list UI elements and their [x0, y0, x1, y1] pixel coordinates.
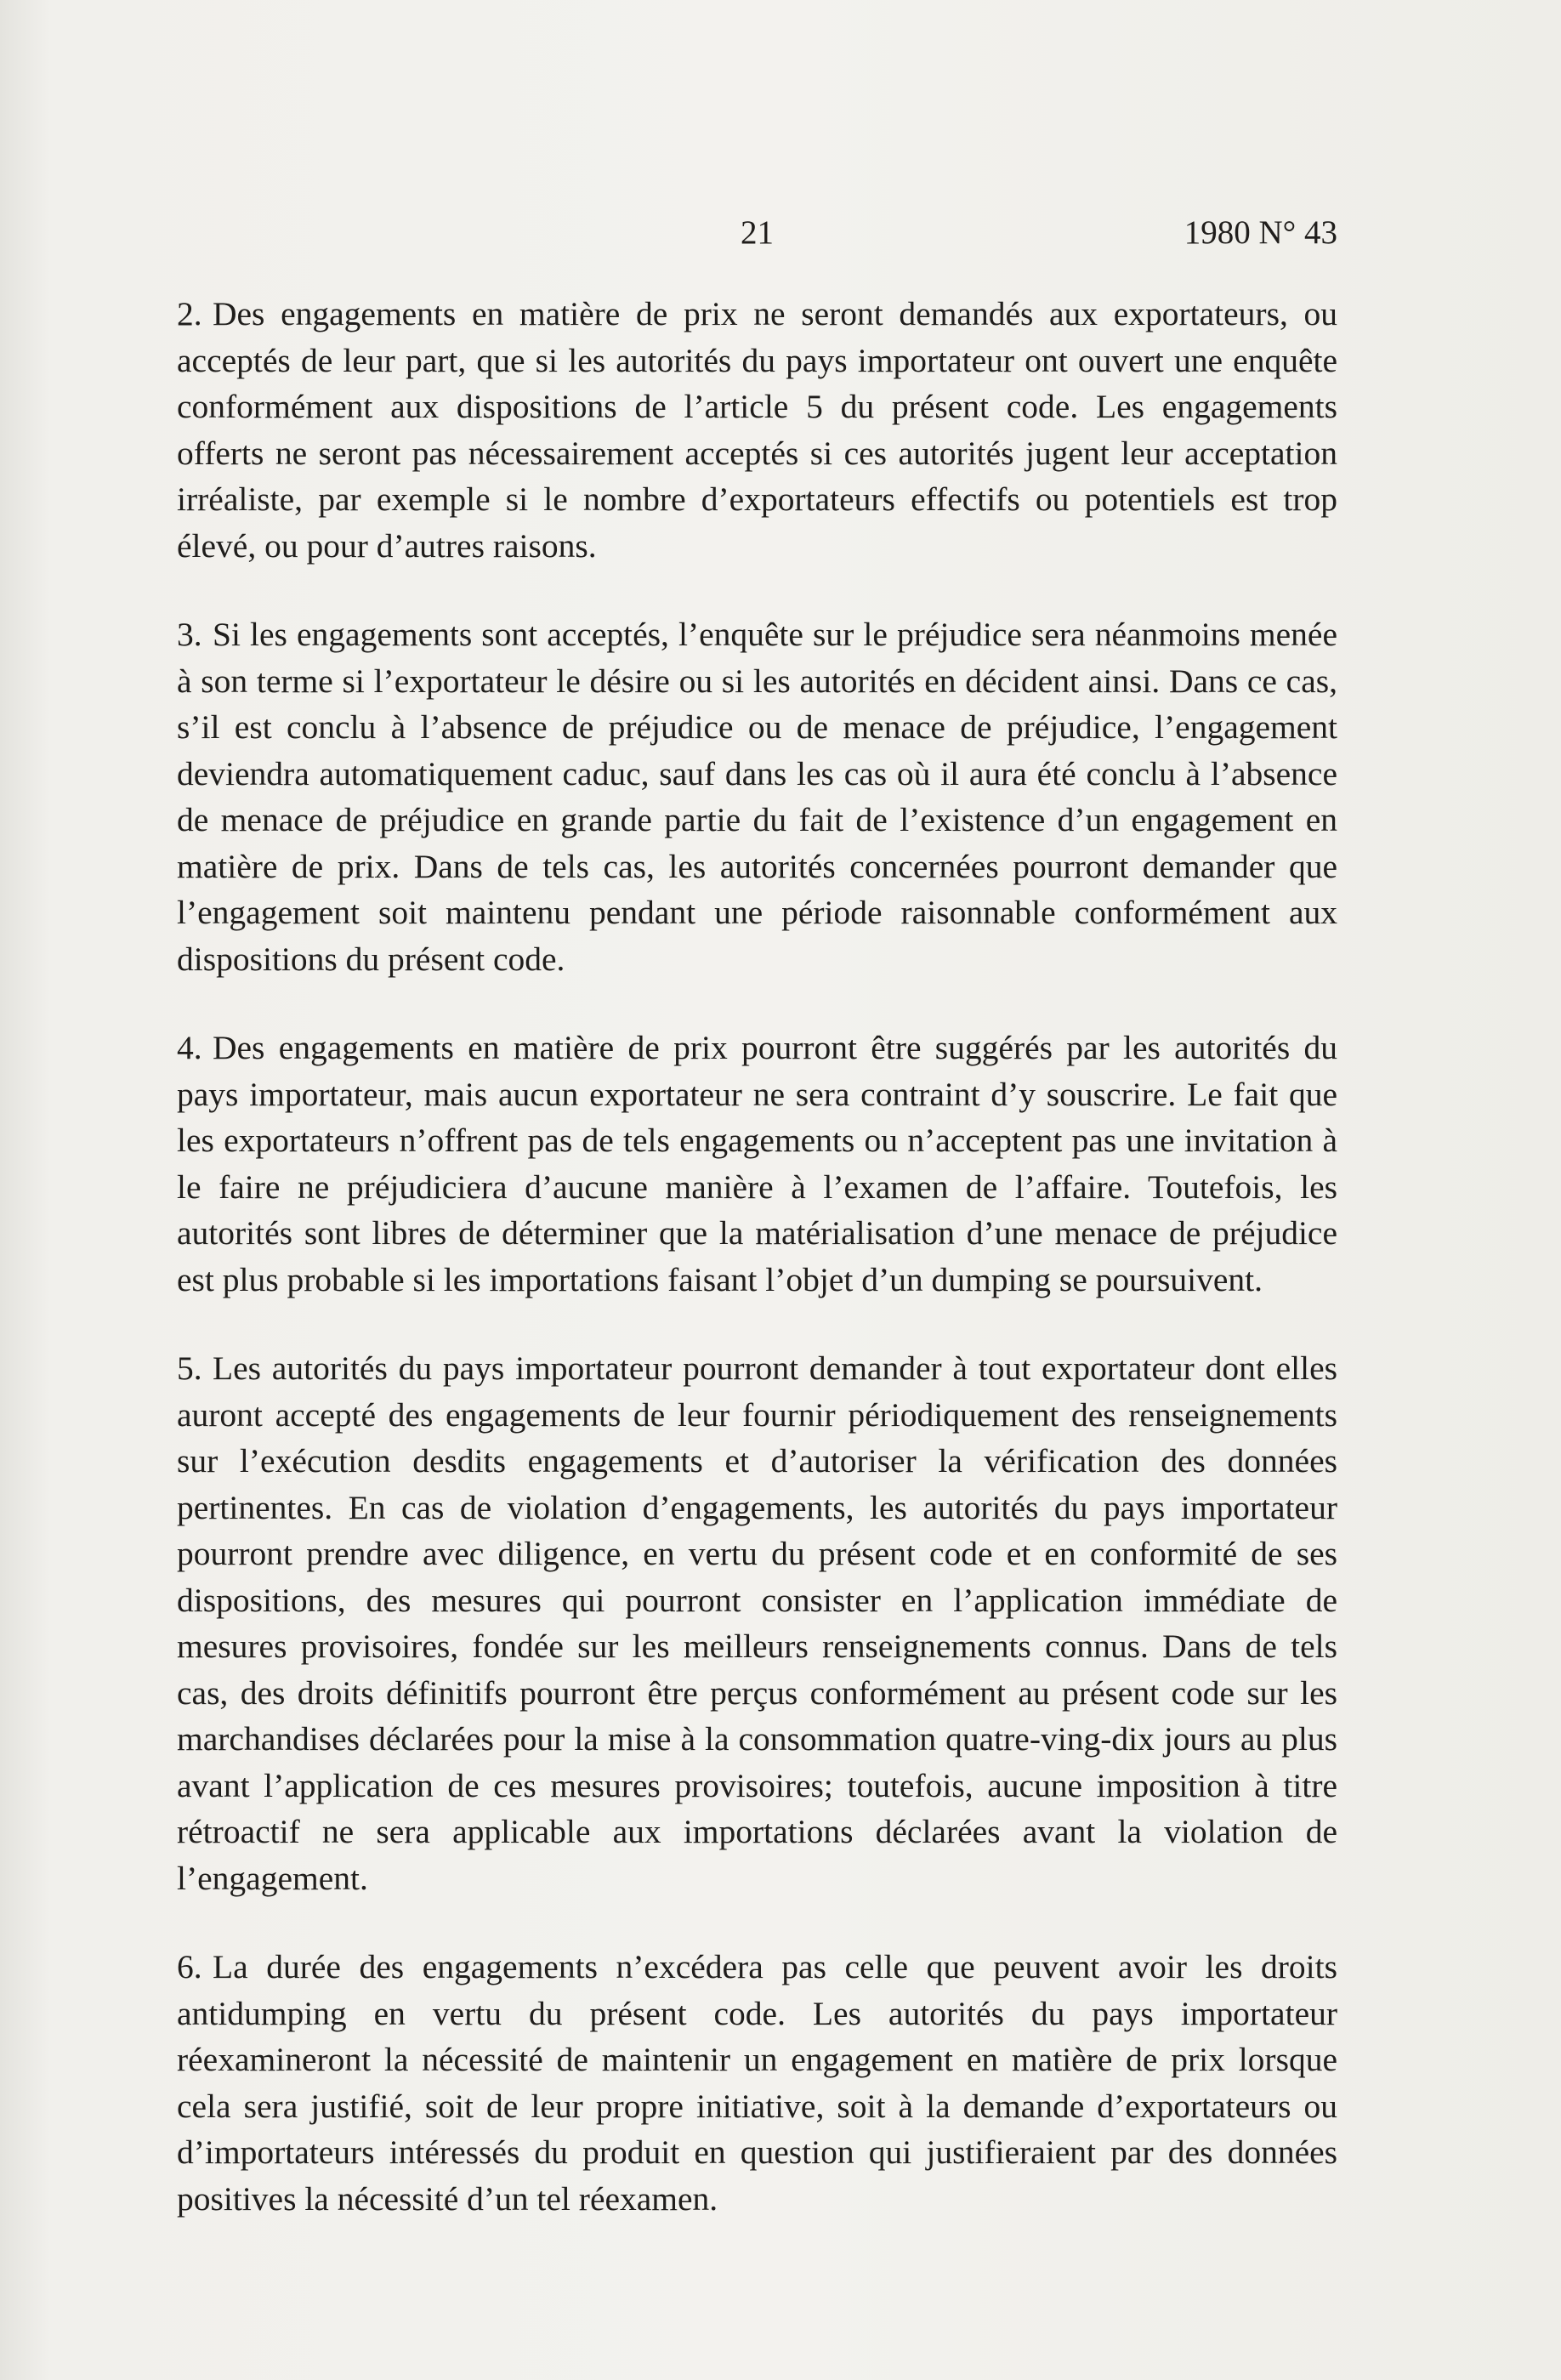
page-header — [177, 209, 1337, 257]
paragraph-text: Si les engagements sont acceptés, l’enquête sur le préjudice sera néanmoins menée à son terme si l’exportateur le désire ou si les autorités en décident ainsi. Dans ce cas, s’il est conclu à l’absence de préjudice ou de menace de préjudice, l’engagement deviendra automatiquement caduc, sauf dans les cas où il aura été conclu à l’absence de menace de préjudice en grande partie du fait de l’existence d’un engagement en matière de prix. Dans de tels cas, les autorités concernées pourront demander que l’engagement soit maintenu pendant une période raisonnable conformément aux dispositions du présent code. — [177, 616, 1337, 978]
page-number: 21 — [741, 214, 774, 251]
paragraph-text: La durée des engagements n’excédera pas celle que peuvent avoir les droits antidumping en vertu du présent code. Les autorités du pays importateur réexamineront la nécessité de maintenir un engagement en matière de prix lorsque cela sera justifié, soit de leur propre initiative, soit à la demande d’exportateurs ou d’importateurs intéressés du produit en question qui justifieraient par des données positives la nécessité d’un tel réexamen. — [177, 1948, 1337, 2218]
paragraph-2 — [177, 291, 1337, 569]
paragraph-4 — [177, 1025, 1337, 1303]
paragraph-number: 4. — [177, 1029, 202, 1066]
document-reference: 1980 N° 43 — [1184, 214, 1337, 251]
paragraph-3 — [177, 611, 1337, 982]
paragraph-text: Des engagements en matière de prix pourront être suggérés par les autorités du pays importateur, mais aucun exportateur ne sera contraint d’y souscrire. Le fait que les exportateurs n’offrent pas de tels engagements ou n’acceptent pas une invitation à le faire ne préjudiciera d’aucune manière à l’examen de l’affaire. Toutefois, les autorités sont libres de déterminer que la matérialisation d’une menace de préjudice est plus probable si les importations faisant l’objet d’un dumping se poursuivent. — [177, 1029, 1337, 1298]
paragraph-number: 5. — [177, 1349, 202, 1387]
paragraph-text: Les autorités du pays importateur pourront demander à tout exportateur dont elles auront accepté des engagements de leur fournir périodiquement des renseignements sur l’exécution desdits engagements et d’autoriser la vérification des données pertinentes. En cas de violation d’engagements, les autorités du pays importateur pourront prendre avec diligence, en vertu du présent code et en conformité de ses dispositions, des mesures qui pourront consister en l’application immédiate de mesures provisoires, fondée sur les meilleurs renseignements connus. Dans de tels cas, des droits définitifs pourront être perçus conformément au présent code sur les marchandises déclarées pour la mise à la consommation quatre-ving-dix jours au plus avant l’application de ces mesures provisoires; toutefois, aucune imposition à titre rétroactif ne sera applicable aux importations déclarées avant la violation de l’engagement. — [177, 1349, 1337, 1897]
paragraph-6 — [177, 1944, 1337, 2222]
paragraph-number: 2. — [177, 295, 202, 332]
paragraph-text: Des engagements en matière de prix ne seront demandés aux exportateurs, ou acceptés de leur part, que si les autorités du pays importateur ont ouvert une enquête conformément aux dispositions de l’article 5 du présent code. Les engagements offerts ne seront pas nécessairement acceptés si ces autorités jugent leur acceptation irréaliste, par exemple si le nombre d’exportateurs effectifs ou potentiels est trop élevé, ou pour d’autres raisons. — [177, 295, 1337, 565]
body-text — [177, 291, 1337, 2264]
paragraph-number: 3. — [177, 616, 202, 653]
paragraph-number: 6. — [177, 1948, 202, 1985]
paragraph-5 — [177, 1345, 1337, 1901]
